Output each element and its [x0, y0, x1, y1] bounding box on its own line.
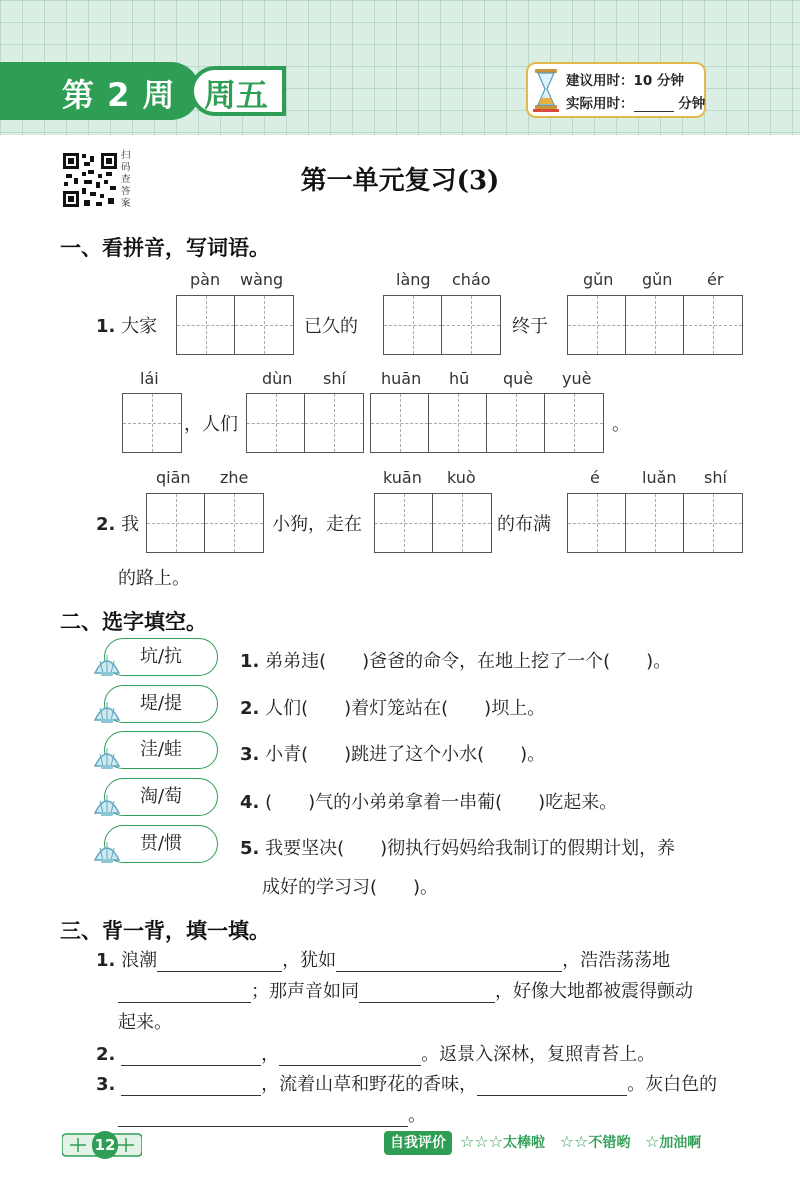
- week-label: 第 2 周: [62, 76, 176, 114]
- pinyin: é: [590, 468, 600, 487]
- question-text: 1. 弟弟违( )爸爸的命令，在地上挖了一个( )。: [240, 651, 672, 672]
- qr-caption: 扫码查答案: [121, 150, 131, 209]
- writing-grid[interactable]: [146, 493, 264, 553]
- question-text: 4. ( )气的小弟弟拿着一串葡( )吃起来。: [240, 792, 618, 813]
- answer-blank[interactable]: [118, 985, 251, 1003]
- shell-icon: [92, 698, 122, 724]
- actual-time-blank[interactable]: [634, 98, 674, 112]
- suggested-time: 建议用时：10 分钟: [566, 73, 684, 89]
- question-text: 2. 我: [96, 514, 140, 535]
- question-text: 5. 我要坚决( )彻执行妈妈给我制订的假期计划，养: [240, 838, 676, 859]
- question-text: 的布满: [497, 514, 551, 535]
- answer-blank[interactable]: [477, 1078, 627, 1096]
- pinyin: kuān: [383, 468, 422, 487]
- section1-heading: 一、看拼音，写词语。: [60, 236, 270, 260]
- star-icon[interactable]: ☆: [644, 1132, 660, 1151]
- option-pill: 洼/蛙: [104, 731, 218, 769]
- question-text: ；那声音如同 ，好像大地都被震得颤动: [118, 977, 693, 1003]
- question-text: 已久的: [304, 316, 358, 337]
- page-number: 12: [92, 1131, 118, 1159]
- star-icon[interactable]: ☆☆: [559, 1132, 589, 1151]
- question-text: 1. 浪潮 ，犹如 ，浩浩荡荡地: [96, 950, 671, 971]
- question-text: 终于: [512, 316, 548, 337]
- pinyin: zhe: [220, 468, 249, 487]
- question-text: 的路上。: [118, 568, 190, 589]
- question-text: 。: [612, 414, 630, 435]
- day-label: 周五: [204, 76, 269, 114]
- self-eval-options: ☆☆☆太棒啦 ☆☆不错哟 ☆加油啊: [460, 1132, 702, 1151]
- writing-grid[interactable]: [567, 295, 743, 355]
- pinyin: wàng: [240, 270, 284, 289]
- answer-blank[interactable]: [121, 1078, 261, 1096]
- section3-heading: 三、背一背，填一填。: [60, 919, 270, 943]
- pinyin: què: [503, 369, 534, 388]
- question-text: 小狗，走在: [272, 514, 362, 535]
- pinyin: yuè: [562, 369, 592, 388]
- pinyin: cháo: [452, 270, 491, 289]
- question-text: 。: [118, 1101, 426, 1127]
- page-title: 第一单元复习(3): [300, 166, 500, 196]
- question-text: 起来。: [118, 1012, 172, 1033]
- option-pill: 淘/萄: [104, 778, 218, 816]
- question-text: 2. ， 。返景入深林，复照青苔上。: [96, 1044, 656, 1065]
- section2-heading: 二、选字填空。: [60, 610, 207, 634]
- self-eval-label: 自我评价: [384, 1131, 452, 1155]
- writing-grid[interactable]: [374, 493, 492, 553]
- shell-icon: [92, 744, 122, 770]
- pinyin: dùn: [262, 369, 293, 388]
- question-text: 3. ，流着山草和野花的香味， 。灰白色的: [96, 1074, 718, 1095]
- question-text: 2. 人们( )着灯笼站在( )坝上。: [240, 698, 546, 719]
- actual-time: 实际用时： 分钟: [566, 96, 706, 112]
- shell-icon: [92, 791, 122, 817]
- pinyin: qiān: [156, 468, 191, 487]
- pinyin: shí: [323, 369, 346, 388]
- pinyin: shí: [704, 468, 727, 487]
- hourglass-icon: [533, 68, 559, 112]
- pinyin: luǎn: [642, 468, 677, 487]
- shell-icon: [92, 838, 122, 864]
- question-text: 成好的学习习( )。: [262, 877, 439, 898]
- question-text: 3. 小青( )跳进了这个小水( )。: [240, 744, 546, 765]
- writing-grid[interactable]: [176, 295, 294, 355]
- pinyin: pàn: [190, 270, 221, 289]
- question-text: ，人们: [184, 414, 238, 435]
- star-icon[interactable]: ☆☆☆: [460, 1132, 504, 1151]
- pinyin: lái: [140, 369, 159, 388]
- answer-blank[interactable]: [121, 1048, 261, 1066]
- answer-blank[interactable]: [359, 985, 495, 1003]
- pinyin: hū: [449, 369, 470, 388]
- option-pill: 贯/惯: [104, 825, 218, 863]
- pinyin: gǔn: [642, 270, 673, 289]
- pinyin: huān: [381, 369, 422, 388]
- writing-grid[interactable]: [567, 493, 743, 553]
- writing-grid[interactable]: [383, 295, 501, 355]
- question-text: 1. 大家: [96, 316, 158, 337]
- writing-grid[interactable]: [370, 393, 604, 453]
- writing-grid[interactable]: [122, 393, 182, 453]
- answer-blank[interactable]: [118, 1109, 408, 1127]
- answer-blank[interactable]: [279, 1048, 421, 1066]
- pinyin: ér: [707, 270, 724, 289]
- option-pill: 堤/提: [104, 685, 218, 723]
- pinyin: gǔn: [583, 270, 614, 289]
- option-pill: 坑/抗: [104, 638, 218, 676]
- shell-icon: [92, 651, 122, 677]
- pinyin: kuò: [447, 468, 476, 487]
- pinyin: làng: [396, 270, 431, 289]
- writing-grid[interactable]: [246, 393, 364, 453]
- answer-blank[interactable]: [157, 954, 282, 972]
- answer-blank[interactable]: [336, 954, 562, 972]
